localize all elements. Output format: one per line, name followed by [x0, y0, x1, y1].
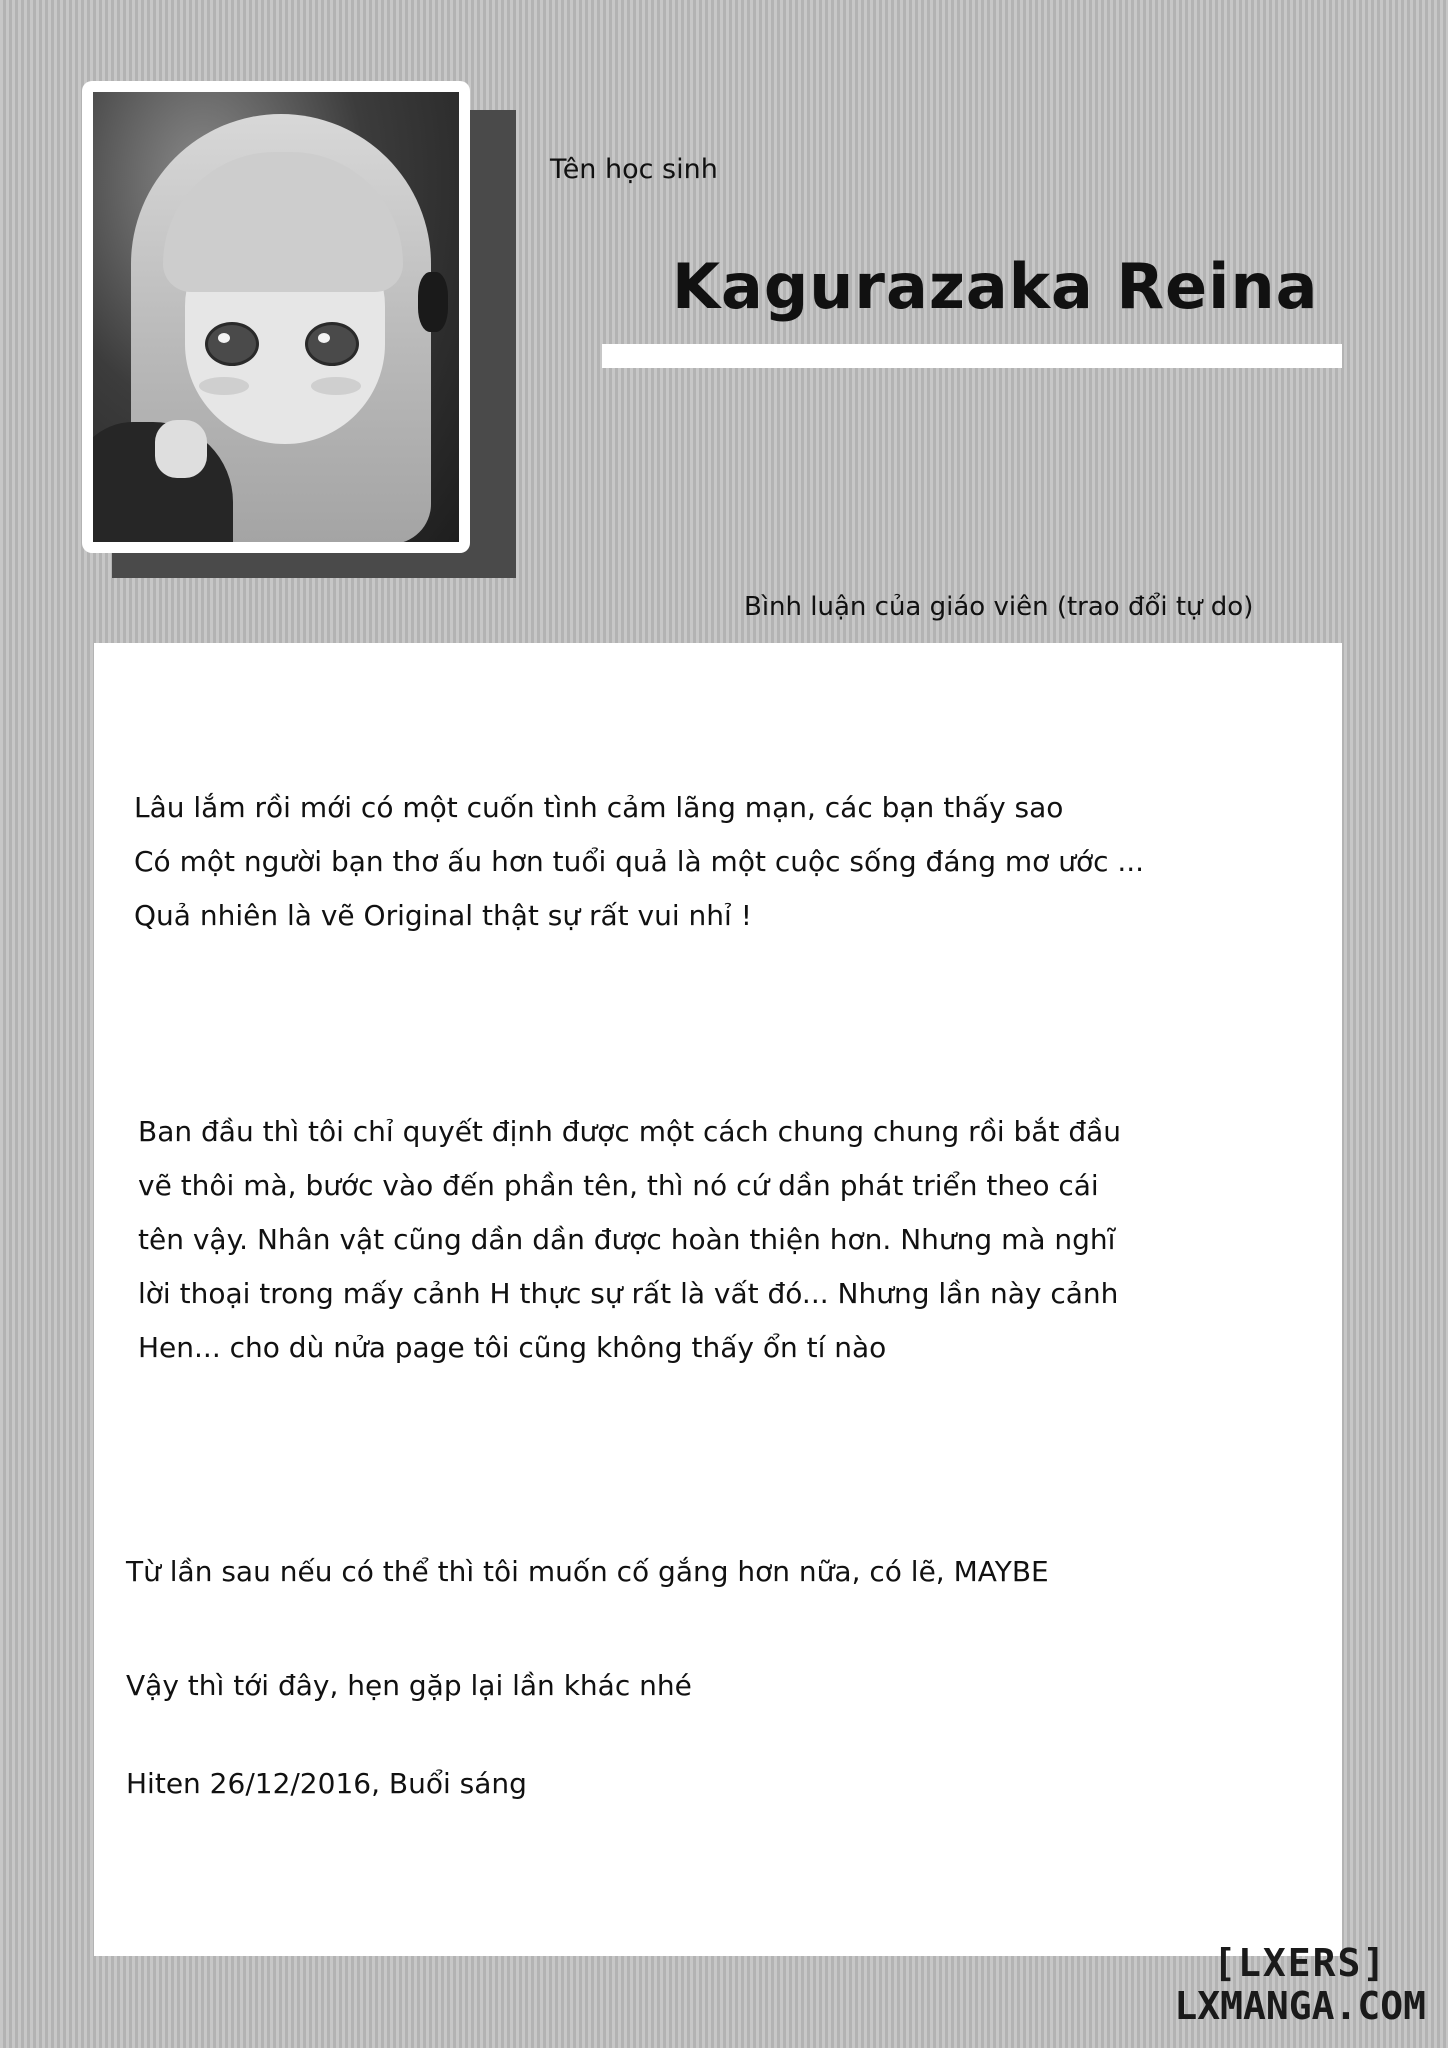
student-photo-frame: [82, 81, 470, 553]
comment-line: Quả nhiên là vẽ Original thật sự rất vui nhỉ !: [134, 899, 752, 932]
signature-line: Hiten 26/12/2016, Buổi sáng: [126, 1767, 527, 1800]
comment-line: Ban đầu thì tôi chỉ quyết định được một cách chung chung rồi bắt đầu: [138, 1115, 1121, 1148]
comment-line: Hen... cho dù nửa page tôi cũng không thấy ổn tí nào: [138, 1331, 887, 1364]
comment-line: Có một người bạn thơ ấu hơn tuổi quả là một cuộc sống đáng mơ ước ...: [134, 845, 1145, 878]
student-name: Kagurazaka Reina: [672, 250, 1319, 323]
watermark-top: [LXERS]: [1213, 1941, 1388, 1985]
name-underline: [602, 344, 1342, 368]
comment-line: tên vậy. Nhân vật cũng dần dần được hoàn thiện hơn. Nhưng mà nghĩ: [138, 1223, 1116, 1256]
watermark-bottom: LXMANGA.COM: [1174, 1984, 1426, 2028]
comment-line: vẽ thôi mà, bước vào đến phần tên, thì nó cứ dần phát triển theo cái: [138, 1169, 1099, 1202]
comment-box: [94, 643, 1342, 1956]
comment-line: Lâu lắm rồi mới có một cuốn tình cảm lãng mạn, các bạn thấy sao: [134, 791, 1064, 824]
teacher-comment-label: Bình luận của giáo viên (trao đổi tự do): [744, 592, 1254, 622]
student-photo: [93, 92, 459, 542]
comment-line: Từ lần sau nếu có thể thì tôi muốn cố gắng hơn nữa, có lẽ, MAYBE: [126, 1555, 1049, 1588]
student-name-label: Tên học sinh: [550, 154, 718, 185]
watermark: [1174, 1942, 1426, 2028]
comment-line: lời thoại trong mấy cảnh H thực sự rất là vất đó... Nhưng lần này cảnh: [138, 1277, 1119, 1310]
comment-line: Vậy thì tới đây, hẹn gặp lại lần khác nhé: [126, 1669, 692, 1702]
